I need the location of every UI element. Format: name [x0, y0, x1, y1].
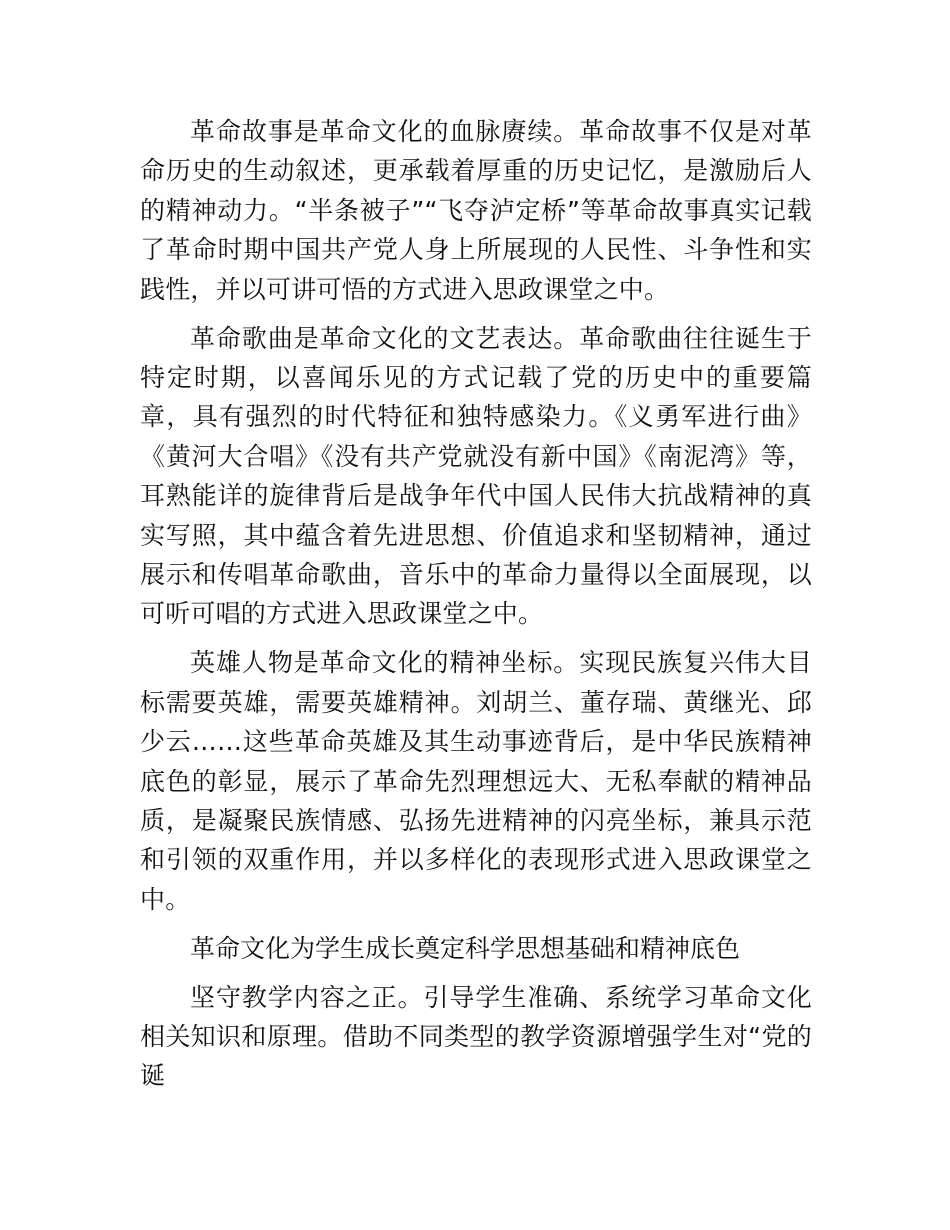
paragraph-heroic-figures: 英雄人物是革命文化的精神坐标。实现民族复兴伟大目标需要英雄，需要英雄精神。刘胡兰、董存瑞、黄继光、邱少云……这些革命英雄及其生动事迹背后，是中华民族精神底色的彰显，展示了革命先烈理想远大、无私奉献的精神品质，是凝聚民族情感、弘扬先进精神的闪亮坐标，兼具示范和引领的双重作用，并以多样化的表现形式进入思政课堂之中。 [140, 648, 812, 914]
section-heading: 革命文化为学生成长奠定科学思想基础和精神底色 [190, 933, 741, 963]
paragraph-teaching-content: 坚守教学内容之正。引导学生准确、系统学习革命文化相关知识和原理。借助不同类型的教学资源增强学生对“党的诞 [140, 982, 812, 1091]
document-page [140, 112, 812, 1105]
paragraph-revolutionary-stories: 革命故事是革命文化的血脉赓续。革命故事不仅是对革命历史的生动叙述，更承载着厚重的历史记忆，是激励后人的精神动力。“半条被子”“飞夺泸定桥”等革命故事真实记载了革命时期中国共产党人身上所展现的人民性、斗争性和实践性，并以可讲可悟的方式进入思政课堂之中。 [140, 117, 812, 304]
paragraph-revolutionary-songs: 革命歌曲是革命文化的文艺表达。革命歌曲往往诞生于特定时期，以喜闻乐见的方式记载了党的历史中的重要篇章，具有强烈的时代特征和独特感染力。《义勇军进行曲》《黄河大合唱》《没有共产党就没有新中国》《南泥湾》等，耳熟能详的旋律背后是战争年代中国人民伟大抗战精神的真实写照，其中蕴含着先进思想、价值追求和坚韧精神，通过展示和传唱革命歌曲，音乐中的革命力量得以全面展现，以可听可唱的方式进入思政课堂之中。 [140, 323, 812, 629]
